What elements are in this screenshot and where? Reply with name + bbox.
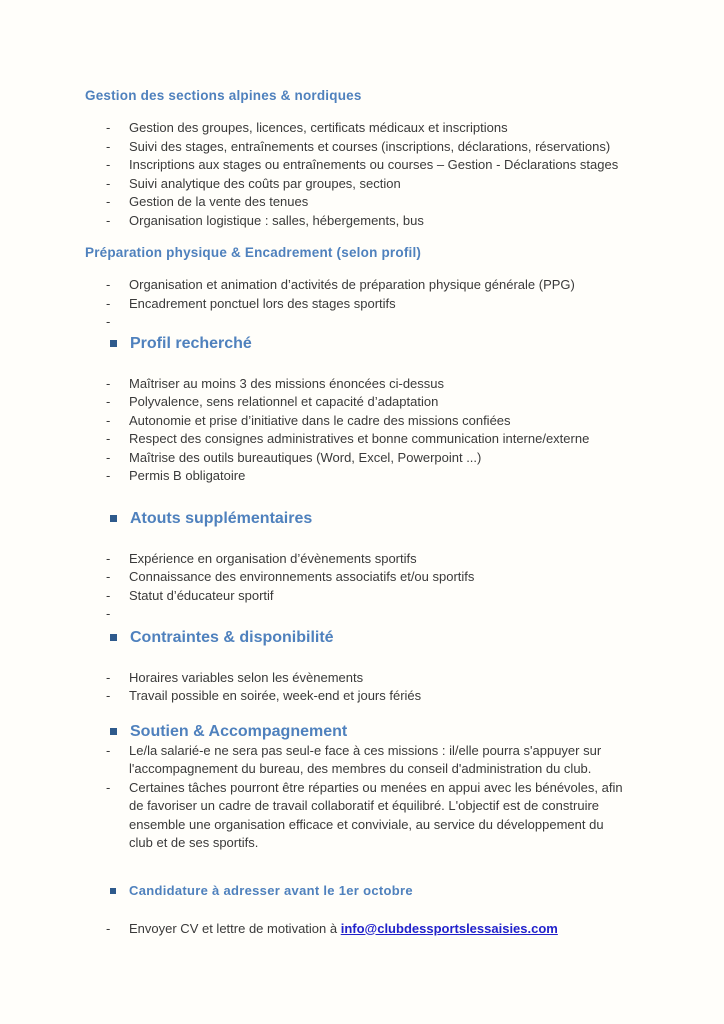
section-heading (110, 721, 674, 742)
section-title: Soutien & Accompagnement (130, 722, 348, 740)
list-item (85, 430, 674, 449)
list-item-text-part: Gestion de la vente des tenues (129, 194, 309, 209)
list-item (85, 920, 674, 939)
list-item (85, 550, 674, 569)
list-item-text-part: Organisation logistique : salles, hébergements, bus (129, 212, 424, 228)
list-item-text (129, 920, 558, 939)
section-heading: Gestion des sections alpines & nordiques (85, 88, 362, 103)
dash-bullet: - (106, 412, 111, 428)
section-contraintes (85, 627, 674, 706)
list-item (85, 138, 674, 157)
list-item-text (129, 175, 401, 194)
dash-bullet: - (106, 277, 111, 292)
list-item (85, 449, 674, 468)
list-item-text-part: Travail possible en soirée, week-end et jours fériés (129, 688, 422, 703)
section-heading (110, 333, 674, 354)
list-item-text (129, 742, 629, 779)
dash-bullet: - (106, 688, 111, 703)
section-items (85, 669, 674, 706)
list-item-text (129, 393, 438, 412)
list-item-text (129, 212, 424, 231)
list-item (85, 669, 674, 688)
email-link[interactable]: info@clubdessportslessaisies.com (340, 920, 558, 936)
list-item (85, 587, 674, 606)
list-item (85, 779, 674, 853)
list-item-text (129, 449, 481, 468)
list-item (85, 175, 674, 194)
list-item-text-part: Maîtrise des outils bureautiques (Word, Excel, Powerpoint ...) (129, 449, 482, 465)
list-item-text-part: Gestion des groupes, licences, certificats médicaux et inscriptions (129, 120, 508, 135)
list-item-text-part: Suivi des stages, entraînements et courses (inscriptions, déclarations, réservations) (129, 138, 611, 154)
list-item-text-part: Connaissance des environnements associatifs et/ou sportifs (129, 569, 475, 584)
list-item (85, 467, 674, 486)
list-item-text (129, 276, 575, 295)
list-item-text-part: Inscriptions aux stages ou entraînements ou courses – Gestion - Déclarations stages (129, 157, 619, 172)
section-items (85, 276, 674, 332)
list-item (85, 375, 674, 394)
dash-bullet: - (106, 779, 111, 795)
list-item (85, 212, 674, 231)
list-item-text-part: Statut d’éducateur sportif (129, 587, 274, 603)
dash-bullet: - (106, 449, 111, 465)
list-item-text (129, 779, 629, 853)
dash-bullet: - (106, 742, 111, 758)
dash-bullet: - (106, 468, 111, 483)
list-item-text (129, 587, 274, 606)
dash-bullet: - (106, 569, 111, 584)
section-gestion-sections (85, 88, 674, 230)
list-item-text-part: Organisation et animation d’activités de préparation physique générale (PPG) (129, 277, 575, 292)
list-item-text-part: Permis B obligatoire (129, 468, 246, 483)
dash-bullet: - (106, 669, 111, 685)
dash-bullet: - (106, 375, 111, 391)
list-item-text (129, 412, 511, 431)
list-item-text (129, 430, 589, 449)
section-heading: Préparation physique & Encadrement (selon profil) (85, 245, 422, 260)
section-preparation-physique (85, 245, 674, 332)
list-item-text (129, 687, 421, 706)
section-items (85, 119, 674, 230)
list-item (85, 193, 674, 212)
list-item-text-part: Envoyer CV et lettre de motivation à (129, 920, 341, 936)
dash-bullet: - (106, 431, 111, 446)
square-bullet-icon (110, 634, 117, 641)
square-bullet-icon (110, 728, 117, 735)
list-item-text (129, 119, 508, 138)
list-item-text-part: Le/la salarié-e ne sera pas seul-e face à ces missions : il/elle pourra s'appuyer sur l'accompagnement du bureau, des membres du conseil d'administration du club. (129, 742, 602, 776)
list-item-text-part: Expérience en organisation d’évènements sportifs (129, 550, 417, 566)
dash-bullet: - (106, 194, 111, 209)
section-items (85, 375, 674, 486)
dash-bullet: - (106, 314, 111, 329)
list-item-text (129, 550, 417, 569)
section-candidature (85, 882, 674, 939)
list-item-text (129, 193, 308, 212)
section-heading (110, 627, 674, 648)
list-item-text (129, 467, 245, 486)
dash-bullet: - (106, 394, 111, 409)
list-item-text-part: Maîtriser au moins 3 des missions énoncées ci-dessus (129, 375, 445, 391)
list-item (85, 742, 674, 779)
list-item (85, 313, 674, 332)
dash-bullet: - (106, 175, 111, 191)
section-title: Profil recherché (130, 334, 252, 352)
list-item (85, 393, 674, 412)
dash-bullet: - (106, 606, 111, 621)
section-atouts (85, 508, 674, 624)
dash-bullet: - (106, 120, 111, 135)
section-soutien (85, 721, 674, 853)
list-item-text (129, 295, 396, 314)
dash-bullet: - (106, 587, 111, 603)
list-item (85, 276, 674, 295)
section-title: Contraintes & disponibilité (130, 628, 334, 646)
list-item-text-part: Encadrement ponctuel lors des stages sportifs (129, 295, 396, 311)
list-item-text-part: Suivi analytique des coûts par groupes, section (129, 175, 401, 191)
list-item-text-part: Autonomie et prise d’initiative dans le cadre des missions confiées (129, 412, 511, 428)
list-item-text-part: Respect des consignes administratives et bonne communication interne/externe (129, 431, 590, 446)
dash-bullet: - (106, 920, 111, 936)
list-item-text (129, 375, 444, 394)
list-item-text (129, 669, 363, 688)
list-item-text (129, 138, 610, 157)
section-items (85, 550, 674, 624)
list-item-text (129, 156, 618, 175)
square-bullet-icon (110, 888, 116, 894)
list-item (85, 568, 674, 587)
section-heading (110, 508, 674, 529)
section-items (85, 920, 674, 939)
list-item-text-part: Horaires variables selon les évènements (129, 669, 364, 685)
dash-bullet: - (106, 157, 111, 172)
list-item (85, 295, 674, 314)
section-heading (110, 882, 674, 900)
list-item-text (129, 568, 474, 587)
square-bullet-icon (110, 340, 117, 347)
list-item (85, 605, 674, 624)
dash-bullet: - (106, 295, 111, 311)
section-profil-recherche (85, 333, 674, 486)
section-items (85, 742, 674, 853)
square-bullet-icon (110, 515, 117, 522)
dash-bullet: - (106, 138, 111, 154)
list-item (85, 156, 674, 175)
section-title: Atouts supplémentaires (130, 509, 313, 527)
section-title: Candidature à adresser avant le 1er octobre (129, 882, 413, 898)
dash-bullet: - (106, 550, 111, 566)
list-item (85, 412, 674, 431)
list-item (85, 687, 674, 706)
dash-bullet: - (106, 212, 111, 228)
list-item-text-part: Certaines tâches pourront être réparties ou menées en appui avec les bénévoles, afin de favoriser un cadre de travail collaboratif et équilibré. L'objectif est de construire ensemble une organisation efficace et conviviale, au service du développement du club et de ses sportifs. (129, 779, 623, 850)
list-item (85, 119, 674, 138)
list-item-text-part: Polyvalence, sens relationnel et capacité d’adaptation (129, 394, 439, 409)
